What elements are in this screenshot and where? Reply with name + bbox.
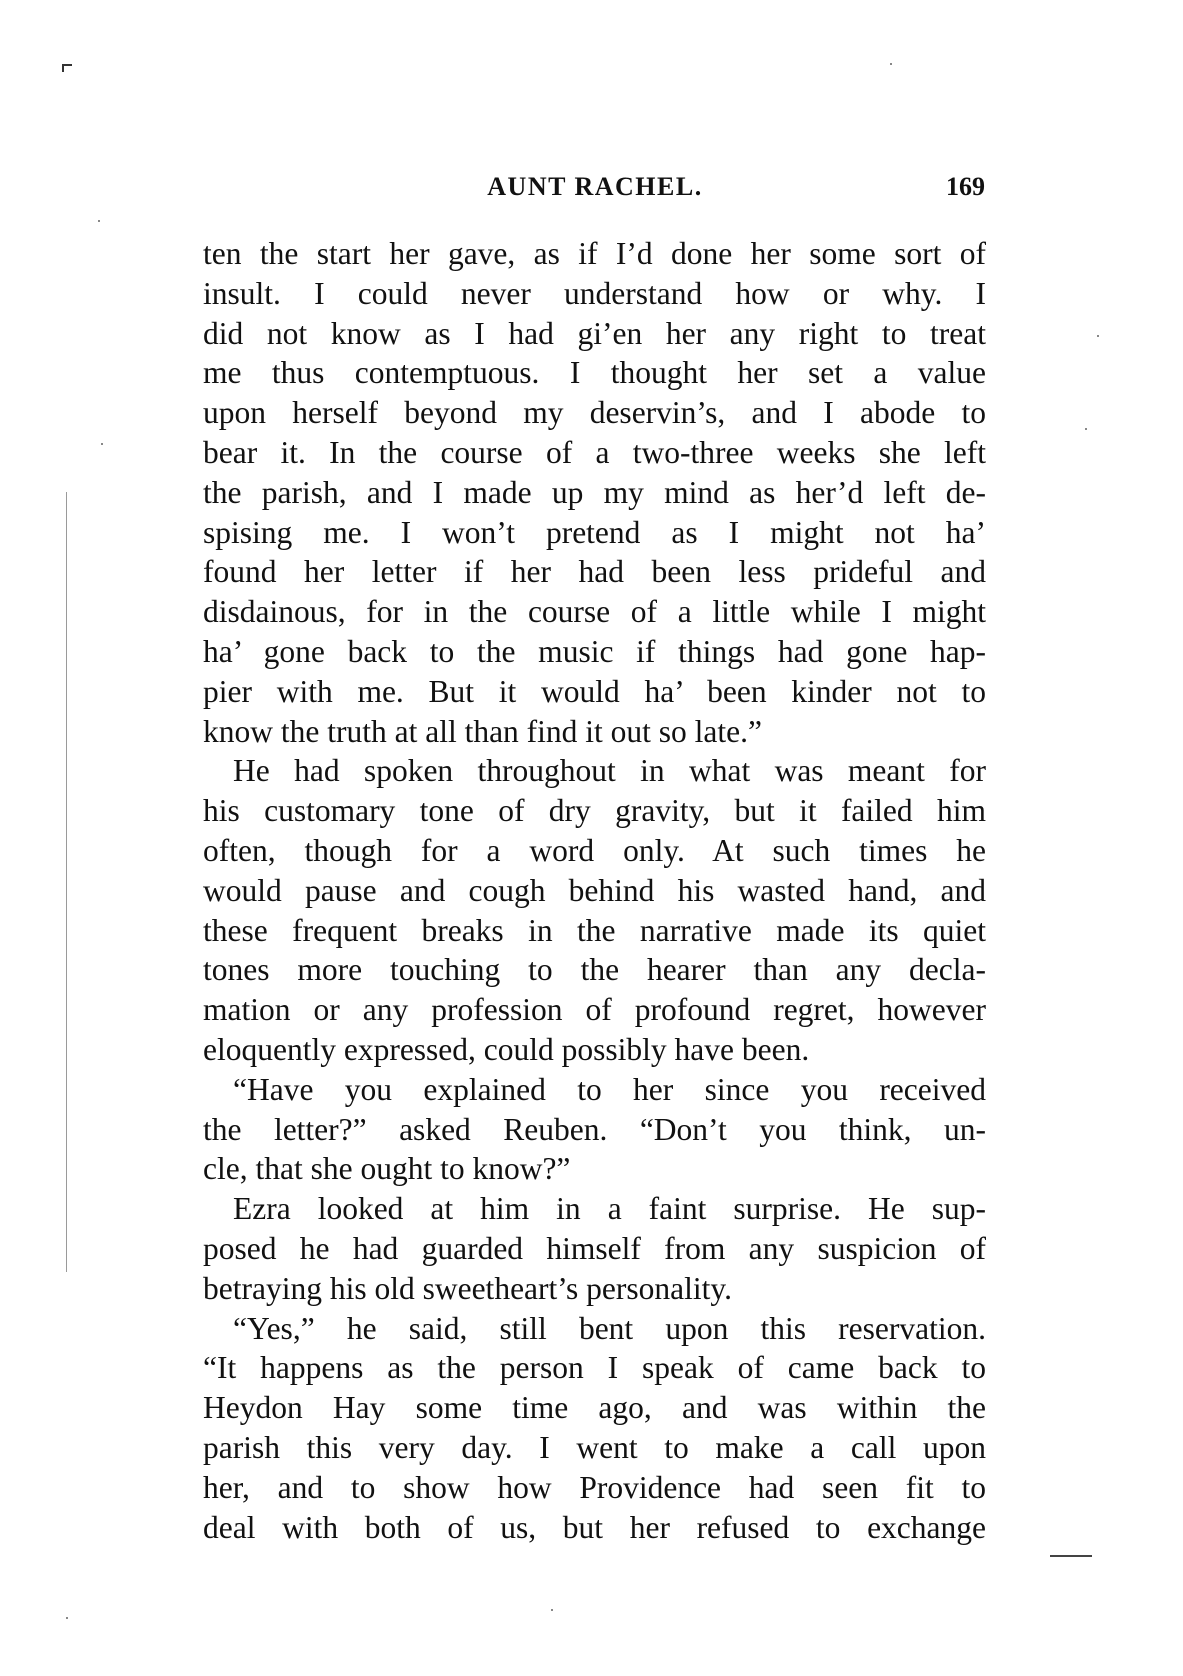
text-line: the parish, and I made up my mind as her’d left de- bbox=[203, 474, 986, 510]
paragraph-start-line: “Have you explained to her since you received bbox=[233, 1071, 986, 1107]
scan-corner-mark bbox=[62, 64, 64, 72]
text-line: “It happens as the person I speak of came back to bbox=[203, 1350, 986, 1386]
text-line: did not know as I had gi’en her any right to treat bbox=[203, 315, 986, 351]
text-line: parish this very day. I went to make a call upon bbox=[203, 1429, 986, 1465]
body-text bbox=[203, 234, 986, 1547]
text-line: pier with me. But it would ha’ been kinder not to bbox=[203, 673, 986, 709]
paragraph-start-line: He had spoken throughout in what was meant for bbox=[233, 753, 986, 789]
scan-speck bbox=[101, 443, 103, 445]
text-line: his customary tone of dry gravity, but it failed him bbox=[203, 793, 986, 829]
page-number: 169 bbox=[946, 172, 985, 201]
scan-speck bbox=[1097, 335, 1099, 337]
text-line: mation or any profession of profound regret, however bbox=[203, 992, 986, 1028]
scan-speck bbox=[1085, 428, 1087, 430]
text-line: me thus contemptuous. I thought her set a value bbox=[203, 355, 986, 391]
text-line: spising me. I won’t pretend as I might not ha’ bbox=[203, 514, 986, 550]
text-line: ten the start her gave, as if I’d done her some sort of bbox=[203, 236, 986, 271]
text-line: often, though for a word only. At such times he bbox=[203, 832, 986, 868]
scan-speck bbox=[890, 63, 892, 65]
text-line: her, and to show how Providence had seen fit to bbox=[203, 1469, 986, 1505]
text-line: these frequent breaks in the narrative made its quiet bbox=[203, 912, 986, 948]
text-line: would pause and cough behind his wasted hand, and bbox=[203, 872, 986, 908]
text-line: the letter?” asked Reuben. “Don’t you think, un- bbox=[203, 1111, 986, 1147]
text-line: ha’ gone back to the music if things had gone hap- bbox=[203, 633, 986, 669]
text-line: tones more touching to the hearer than any decla- bbox=[203, 952, 986, 988]
paragraph-start-line: Ezra looked at him in a faint surprise. He sup- bbox=[233, 1191, 986, 1227]
text-line: cle, that she ought to know?” bbox=[203, 1151, 571, 1187]
paragraph-start-line: “Yes,” he said, still bent upon this reservation. bbox=[233, 1310, 986, 1346]
text-line: bear it. In the course of a two-three weeks she left bbox=[203, 434, 986, 470]
text-line: disdainous, for in the course of a little while I might bbox=[203, 594, 986, 630]
running-title: AUNT RACHEL. bbox=[487, 172, 703, 201]
scan-speck bbox=[66, 1617, 68, 1619]
text-line: insult. I could never understand how or why. I bbox=[203, 275, 986, 311]
running-head bbox=[205, 172, 985, 208]
text-line: deal with both of us, but her refused to exchange bbox=[203, 1509, 986, 1545]
text-line: betraying his old sweetheart’s personality. bbox=[203, 1270, 732, 1306]
scan-gutter-line bbox=[66, 492, 67, 1272]
text-line: eloquently expressed, could possibly have been. bbox=[203, 1031, 810, 1067]
scan-edge-mark bbox=[1050, 1555, 1092, 1557]
text-line: found her letter if her had been less prideful and bbox=[203, 554, 986, 590]
text-line: posed he had guarded himself from any suspicion of bbox=[203, 1230, 986, 1266]
scan-speck bbox=[98, 220, 100, 222]
text-line: Heydon Hay some time ago, and was within the bbox=[203, 1390, 986, 1426]
text-line: upon herself beyond my deservin’s, and I abode to bbox=[203, 395, 986, 431]
scan-speck bbox=[551, 1609, 553, 1611]
text-line: know the truth at all than find it out so late.” bbox=[203, 713, 763, 749]
